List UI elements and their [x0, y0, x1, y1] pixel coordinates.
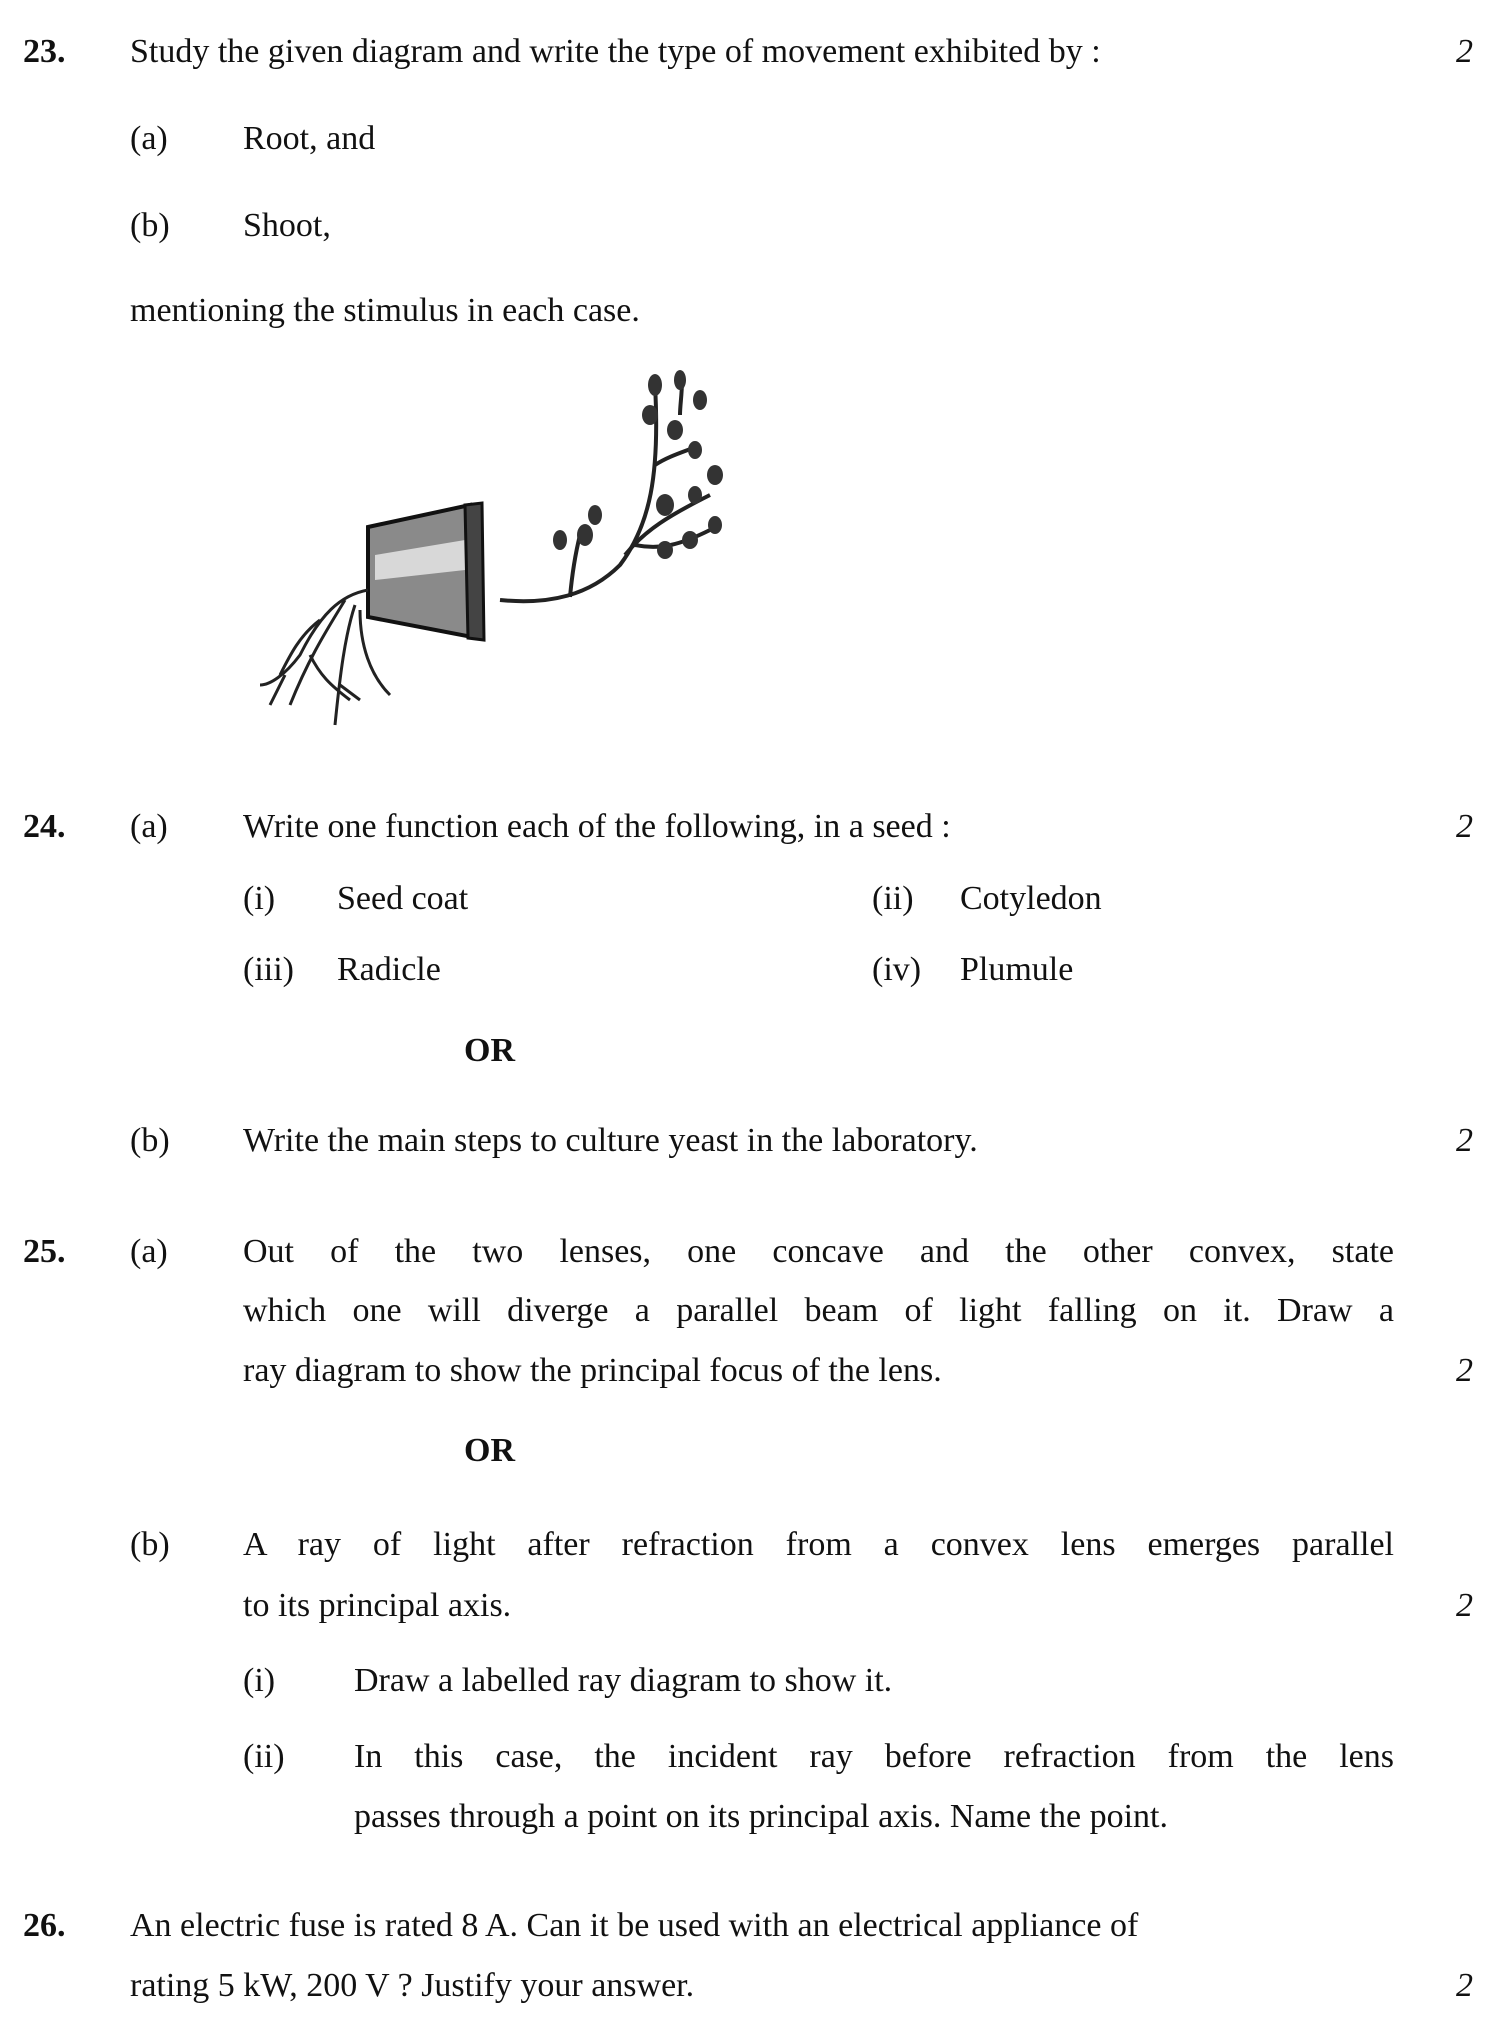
part-text: Shoot,	[243, 207, 331, 244]
question-text-line: rating 5 kW, 200 V ? Justify your answer.	[130, 1967, 695, 2004]
sub-text: passes through a point on its principal axis. Name the point.	[354, 1798, 1168, 1835]
sub-label: (ii)	[243, 1738, 285, 1775]
question-number: 24.	[23, 808, 66, 845]
question-text: Write one function each of the following, in a seed :	[243, 808, 951, 845]
question-text: Write the main steps to culture yeast in the laboratory.	[243, 1122, 978, 1159]
question-text: Study the given diagram and write the type of movement exhibited by :	[130, 33, 1101, 70]
part-label: (b)	[130, 1526, 170, 1563]
item-label: (iii)	[243, 951, 294, 988]
question-text-line: Out of the two lenses, one concave and the other convex, state	[243, 1233, 1394, 1270]
question-text-line: ray diagram to show the principal focus of the lens.	[243, 1352, 942, 1389]
question-number: 25.	[23, 1233, 66, 1270]
marks: 2	[1456, 1967, 1473, 2004]
item-label: (i)	[243, 880, 276, 917]
item-text: Cotyledon	[960, 880, 1102, 917]
question-number: 23.	[23, 33, 66, 70]
sub-text: In this case, the incident ray before refraction from the lens	[354, 1738, 1394, 1775]
part-label: (b)	[130, 1122, 170, 1159]
part-label: (a)	[130, 808, 168, 845]
part-text: Root, and	[243, 120, 376, 157]
question-text-line: An electric fuse is rated 8 A. Can it be used with an electrical appliance of	[130, 1907, 1139, 1944]
question-number: 26.	[23, 1907, 66, 1944]
shoot	[500, 380, 710, 601]
question-text-line: which one will diverge a parallel beam of light falling on it. Draw a	[243, 1292, 1394, 1329]
or-divider: OR	[464, 1032, 515, 1069]
or-divider: OR	[464, 1432, 515, 1469]
question-text-line: to its principal axis.	[243, 1587, 512, 1624]
plant-in-tilted-pot-diagram	[250, 355, 810, 735]
item-label: (iv)	[872, 951, 922, 988]
item-text: Radicle	[337, 951, 441, 988]
sub-label: (i)	[243, 1662, 276, 1699]
marks: 2	[1456, 1122, 1473, 1159]
question-text: mentioning the stimulus in each case.	[130, 292, 640, 329]
question-text-line: A ray of light after refraction from a convex lens emerges parallel	[243, 1526, 1394, 1563]
marks: 2	[1456, 33, 1473, 70]
part-label: (a)	[130, 120, 168, 157]
item-text: Plumule	[960, 951, 1074, 988]
sub-text: Draw a labelled ray diagram to show it.	[354, 1662, 893, 1699]
part-label: (b)	[130, 207, 170, 244]
marks: 2	[1456, 808, 1473, 845]
pot	[368, 503, 484, 640]
marks: 2	[1456, 1352, 1473, 1389]
item-label: (ii)	[872, 880, 914, 917]
marks: 2	[1456, 1587, 1473, 1624]
item-text: Seed coat	[337, 880, 469, 917]
part-label: (a)	[130, 1233, 168, 1270]
